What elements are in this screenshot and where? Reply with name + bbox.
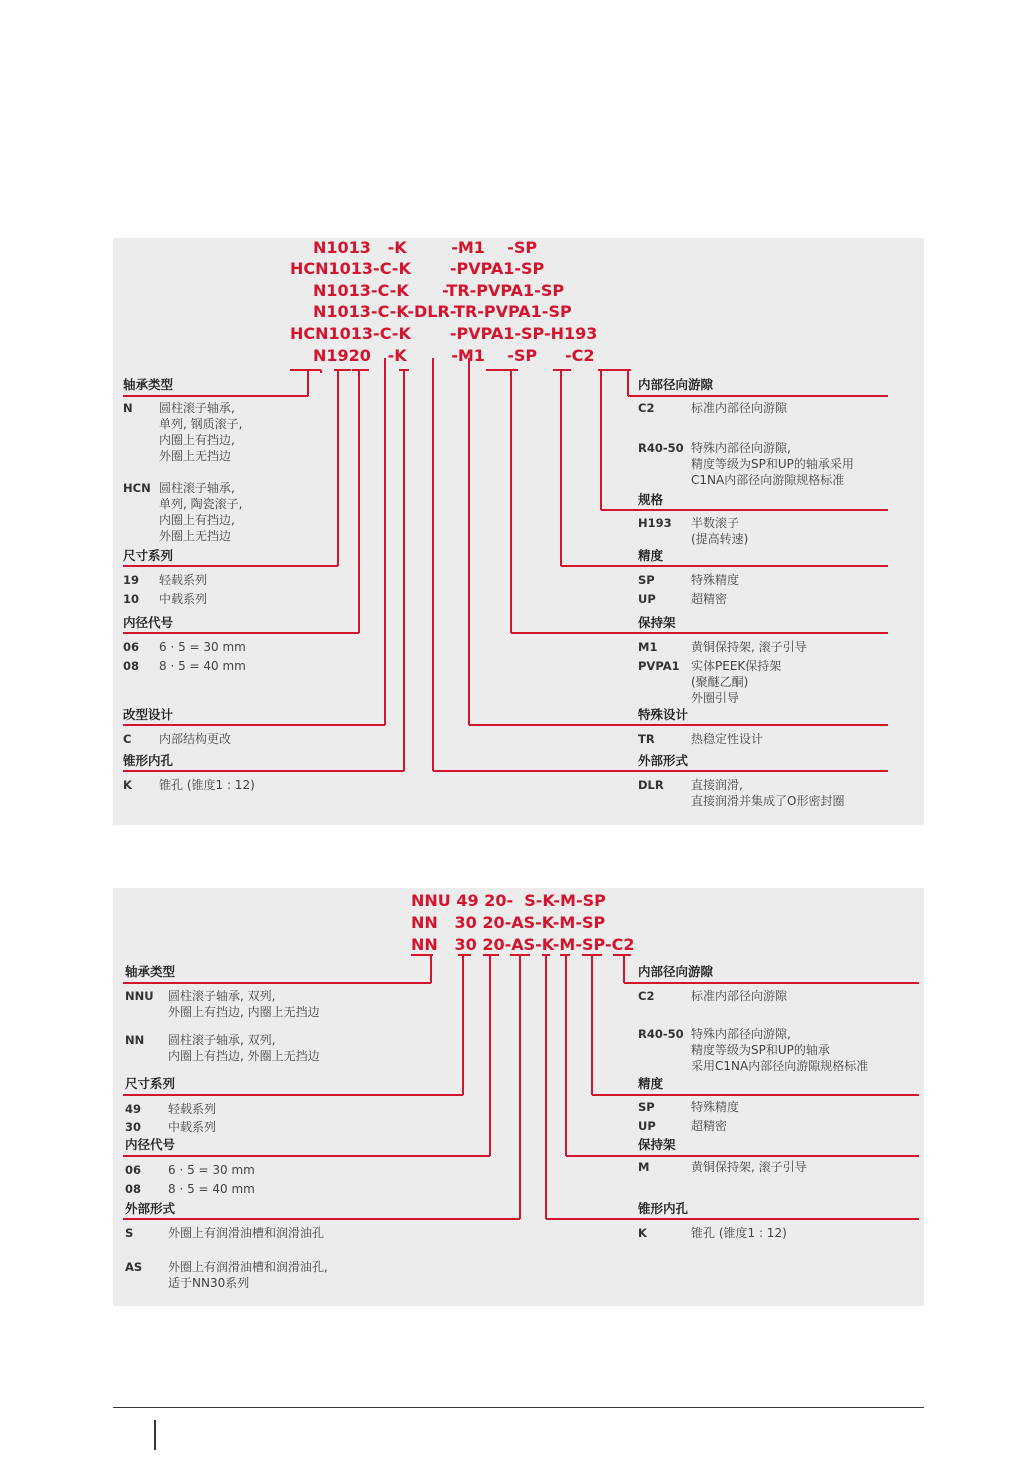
key-m: M [638,1160,650,1174]
heading-radial-clearance: 内部径向游隙 [638,964,714,979]
key-19: 19 [123,573,140,587]
key-h193: H193 [638,516,672,530]
key-hcn: HCN [123,481,151,495]
key-r40-50: R40-50 [638,1027,684,1041]
desc-30: 中载系列 [168,1120,217,1134]
code-line-3: N1013-C-K -TR-PVPA1-SP [313,281,565,300]
key-up: UP [638,1119,656,1133]
key-08: 08 [125,1182,142,1196]
heading-tapered-bore: 锥形内孔 [123,753,174,768]
heading-bearing-type: 轴承类型 [125,964,176,979]
desc-19: 轻载系列 [159,573,208,587]
heading-precision: 精度 [638,548,664,563]
heading-cage: 保持架 [638,1137,676,1152]
heading-precision: 精度 [638,1076,664,1091]
desc-n: 圆柱滚子轴承, 单列, 钢质滚子, 内圈上有挡边, 外圈上无挡边 [159,401,243,463]
desc-as: 外圈上有润滑油槽和润滑油孔, 适于NN30系列 [168,1260,328,1290]
key-30: 30 [125,1120,142,1134]
desc-m1: 黄铜保持架, 滚子引导 [691,640,807,654]
desc-c2: 标准内部径向游隙 [691,401,788,415]
key-as: AS [125,1260,143,1274]
heading-bore-code: 内径代号 [123,615,174,630]
desc-49: 轻载系列 [168,1102,217,1116]
key-m1: M1 [638,640,658,654]
footer-rule [113,1407,924,1408]
desc-k: 锥孔 (锥度1 : 12) [691,1226,787,1240]
desc-nnu: 圆柱滚子轴承, 双列, 外圈上有挡边, 内圈上无挡边 [168,989,320,1019]
heading-specification: 规格 [638,492,664,507]
desc-c: 内部结构更改 [159,732,232,746]
desc-s: 外圈上有润滑油槽和润滑油孔 [168,1226,325,1240]
heading-bearing-type: 轴承类型 [123,377,174,392]
heading-bore-code: 内径代号 [125,1137,176,1152]
key-s: S [125,1226,134,1240]
code-line-6: N1920 -K -M1 -SP -C2 [313,346,595,365]
desc-hcn: 圆柱滚子轴承, 单列, 陶瓷滚子, 内圈上有挡边, 外圈上无挡边 [159,481,243,543]
code-line-5: HCN1013-C-K -PVPA1-SP-H193 [290,324,598,343]
key-n: N [123,401,133,415]
code-line-3: NN 30 20-AS-K-M-SP-C2 [411,935,635,954]
key-sp: SP [638,1100,655,1114]
code-line-1: N1013 -K -M1 -SP [313,238,538,257]
code-line-1: NNU 49 20- S-K-M-SP [411,891,606,910]
key-k: K [123,778,132,792]
heading-dimension-series: 尺寸系列 [123,548,174,563]
desc-pvpa1: 实体PEEK保持架 (聚醚乙酮) 外圈引导 [691,659,782,705]
key-sp: SP [638,573,655,587]
key-pvpa1: PVPA1 [638,659,680,673]
desc-08: 8 · 5 = 40 mm [159,659,246,673]
desc-nn: 圆柱滚子轴承, 双列, 内圈上有挡边, 外圈上无挡边 [168,1033,320,1063]
key-08: 08 [123,659,140,673]
key-49: 49 [125,1102,142,1116]
key-nnu: NNU [125,989,154,1003]
key-k: K [638,1226,647,1240]
desc-r40-50: 特殊内部径向游隙, 精度等级为SP和UP的轴承 采用C1NA内部径向游隙规格标准 [691,1027,869,1073]
designation-diagram-double-row [113,888,924,1306]
code-line-2: NN 30 20-AS-K-M-SP [411,913,606,932]
heading-dimension-series: 尺寸系列 [125,1076,176,1091]
key-tr: TR [638,732,655,746]
desc-sp: 特殊精度 [691,1100,740,1114]
desc-10: 中载系列 [159,592,208,606]
desc-sp: 特殊精度 [691,573,740,587]
key-dlr: DLR [638,778,664,792]
desc-06: 6 · 5 = 30 mm [168,1163,255,1177]
heading-special-design: 特殊设计 [638,707,689,722]
desc-c2: 标准内部径向游隙 [691,989,788,1003]
key-c2: C2 [638,989,655,1003]
desc-up: 超精密 [691,1119,728,1133]
footer-tick [154,1420,156,1450]
key-06: 06 [123,640,140,654]
desc-dlr: 直接润滑, 直接润滑并集成了O形密封圈 [691,778,845,808]
key-r40-50: R40-50 [638,441,684,455]
desc-k: 锥孔 (锥度1 : 12) [159,778,255,792]
key-nn: NN [125,1033,145,1047]
key-up: UP [638,592,656,606]
key-06: 06 [125,1163,142,1177]
heading-external-form: 外部形式 [638,753,689,768]
code-line-2: HCN1013-C-K -PVPA1-SP [290,259,545,278]
heading-modified-design: 改型设计 [123,707,174,722]
desc-tr: 热稳定性设计 [691,732,764,746]
heading-radial-clearance: 内部径向游隙 [638,377,714,392]
heading-cage: 保持架 [638,615,676,630]
key-c: C [123,732,132,746]
desc-h193: 半数滚子 (提高转速) [691,516,749,546]
heading-tapered-bore: 锥形内孔 [638,1201,689,1216]
key-c2: C2 [638,401,655,415]
desc-up: 超精密 [691,592,728,606]
desc-r40-50: 特殊内部径向游隙, 精度等级为SP和UP的轴承采用 C1NA内部径向游隙规格标准 [691,441,854,487]
heading-external-form: 外部形式 [125,1201,176,1216]
desc-m: 黄铜保持架, 滚子引导 [691,1160,807,1174]
key-10: 10 [123,592,140,606]
desc-08: 8 · 5 = 40 mm [168,1182,255,1196]
code-line-4: N1013-C-K-DLR-TR-PVPA1-SP [313,302,572,321]
designation-diagram-single-row [113,238,924,825]
desc-06: 6 · 5 = 30 mm [159,640,246,654]
